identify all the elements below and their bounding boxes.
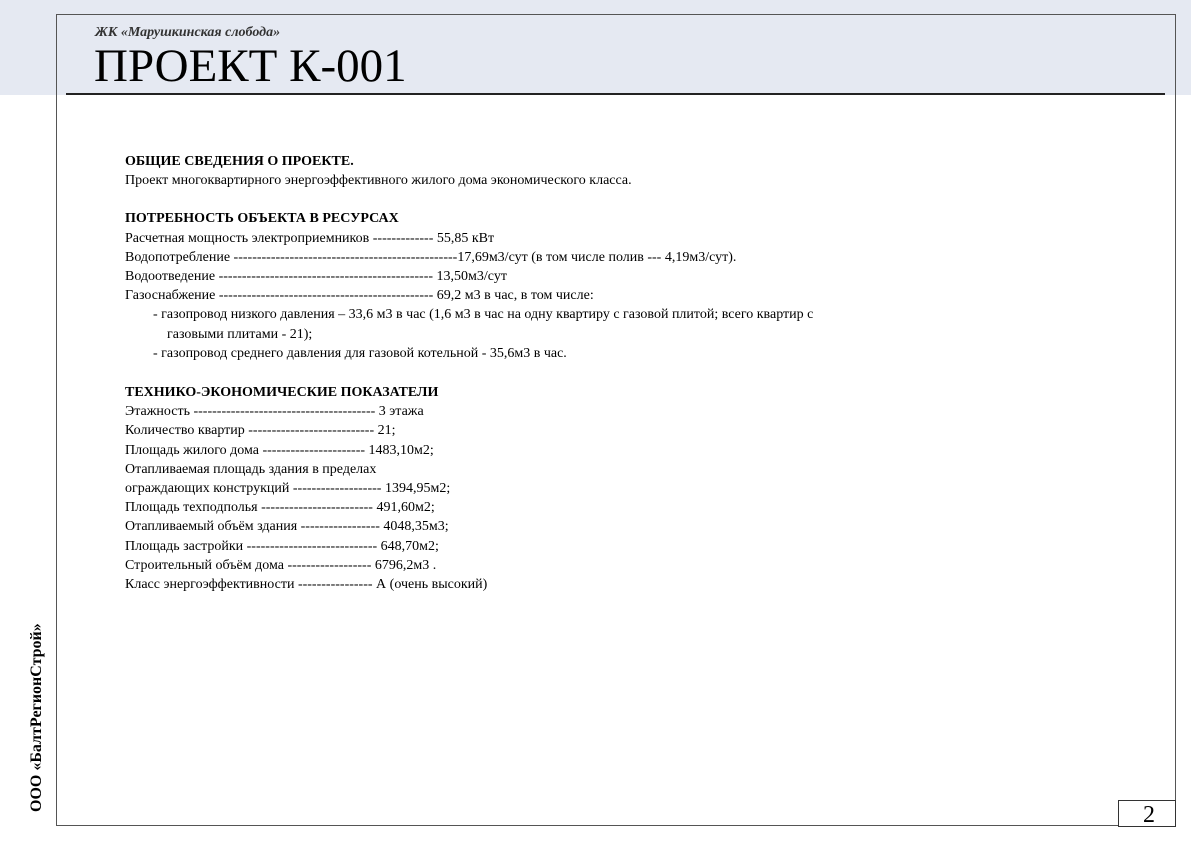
gas-low-pressure-item-cont: газовыми плитами - 21); [167,326,313,342]
gas-medium-pressure-item: - газопровод среднего давления для газовой котельной - 35,6м3 в час. [153,345,567,361]
page-number-box [1118,800,1176,827]
tep-line: Площадь жилого дома ---------------------- 1483,10м2; [125,442,434,458]
resource-line: Водопотребление ------------------------------------------------17,69м3/сут (в том числе полив --- 4,19м3/сут). [125,249,737,265]
tep-line: ограждающих конструкций ------------------- 1394,95м2; [125,481,451,497]
page-number: 2 [1143,802,1155,828]
tep-line: Класс энергоэффективности ---------------- А (очень высокий) [125,577,488,593]
page-title: ПРОЕКТ К-001 [94,40,407,92]
tep-line: Площадь застройки ---------------------------- 648,70м2; [125,538,439,554]
project-subtitle: ЖК «Марушкинская слобода» [95,25,281,40]
tep-line: Этажность --------------------------------------- 3 этажа [125,404,424,420]
tep-line: Строительный объём дома ------------------ 6796,2м3 . [125,557,437,573]
tep-line: Количество квартир --------------------------- 21; [125,423,396,439]
general-text: Проект многоквартирного энергоэффективного жилого дома экономического класса. [125,173,632,189]
tep-heading: ТЕХНИКО-ЭКОНОМИЧЕСКИЕ ПОКАЗАТЕЛИ [125,385,439,401]
tep-line: Отапливаемый объём здания ----------------- 4048,35м3; [125,519,449,535]
resource-line: Расчетная мощность электроприемников ------------- 55,85 кВт [125,230,495,246]
resource-line: Водоотведение ---------------------------------------------- 13,50м3/сут [125,269,507,285]
resource-line: Газоснабжение ---------------------------------------------- 69,2 м3 в час, в том числе: [125,288,594,304]
resources-heading: ПОТРЕБНОСТЬ ОБЪЕКТА В РЕСУРСАХ [125,211,399,227]
gas-low-pressure-item: - газопровод низкого давления – 33,6 м3 в час (1,6 м3 в час на одну квартиру с газовой плитой; всего квартир с [153,307,814,323]
tep-line: Площадь техподполья ------------------------ 491,60м2; [125,500,435,516]
tep-line: Отапливаемая площадь здания в пределах [125,461,377,477]
company-name-vertical: ООО «БалтРегионСтрой» [28,623,45,812]
document-body [125,152,1125,594]
general-heading: ОБЩИЕ СВЕДЕНИЯ О ПРОЕКТЕ. [125,154,354,169]
